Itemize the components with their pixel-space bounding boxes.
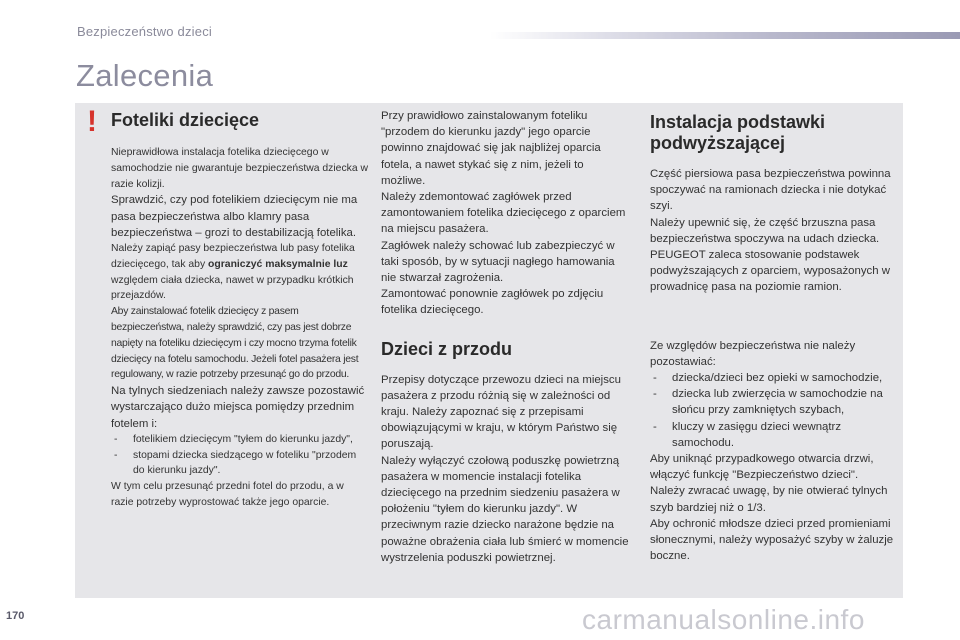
list-item: - fotelikiem dziecięcym "tyłem do kierunku jazdy", [111, 432, 369, 448]
dash-list [111, 432, 369, 479]
paragraph: Należy zwracać uwagę, by nie otwierać tylnych szyb bardziej niż o 1/3. [650, 485, 888, 514]
section-label: Bezpieczeństwo dzieci [77, 24, 212, 39]
paragraph: Należy zdemontować zagłówek przed zamontowaniem fotelika dziecięcego z oparciem na miejscu pasażera. [381, 191, 626, 236]
paragraph: Przy prawidłowo zainstalowanym foteliku "przodem do kierunku jazdy" jego oparcie powinno znajdować się jak najbliżej oparcia fotela, a nawet stykać się z nim, jeżeli to możliwe. [381, 110, 601, 187]
heading-booster-seat: Instalacja podstawki podwyższającej [650, 112, 826, 153]
text-span: Należy zapiąć pasy bezpieczeństwa lub pasy fotelika dziecięcego, tak aby [111, 243, 355, 270]
paragraph: W tym celu przesunąć przedni fotel do przodu, a w razie potrzeby wyprostować także jego oparcie. [111, 481, 344, 508]
spacer [650, 296, 902, 338]
text-span: względem ciała dziecka, nawet w przypadku krótkich przejazdów. [111, 274, 354, 302]
paragraph: Przepisy dotyczące przewozu dzieci na miejscu pasażera z przodu różnią się w zależności od kraju. Należy zapoznać się z przepisami obowiązującymi w kraju, w którym Państwo się poruszają. [381, 373, 621, 451]
paragraph: Nieprawidłowa instalacja fotelika dziecięcego w samochodzie nie gwarantuje bezpieczeństwa dziecka w razie kolizji. [111, 147, 369, 190]
paragraph: Aby zainstalować fotelik dziecięcy z pasem bezpieczeństwa, należy sprawdzić, czy pas jest dobrze napięty na foteliku dziecięcym i czy mocno trzyma fotelik dziecięcy na fotelu samochodu. Jeżeli fotel pasażera jest regulowany, w razie potrzeby przesunąć go do przodu. [111, 306, 359, 381]
heading-front-seat-children: Dzieci z przodu [381, 338, 513, 359]
column-seat-installation [381, 108, 629, 566]
paragraph: Ze względów bezpieczeństwa nie należy pozostawiać: [650, 339, 856, 368]
paragraph: Aby ochronić młodsze dzieci przed promieniami słonecznymi, należy wyposażyć szyby w żaluzje boczne. [650, 517, 894, 563]
watermark: carmanualsonline.info [582, 604, 865, 635]
list-item: - dziecka/dzieci bez opieki w samochodzie, [650, 370, 902, 386]
dash-list [650, 370, 902, 451]
list-item: - kluczy w zasięgu dzieci wewnątrz samochodu. [650, 419, 902, 451]
column-child-seats [111, 108, 369, 511]
paragraph: Należy upewnić się, że część brzuszna pasa bezpieczeństwa spoczywa na udach dziecka. [650, 216, 880, 245]
header-gradient-bar [490, 32, 960, 39]
list-item: - dziecka lub zwierzęcia w samochodzie na słońcu przy zamkniętych szybach, [650, 386, 902, 418]
page-number: 170 [6, 610, 25, 622]
column-booster-seat [650, 108, 902, 564]
page-title: Zalecenia [76, 58, 214, 93]
bold-text: ograniczyć maksymalnie luz [208, 258, 348, 270]
list-item: - stopami dziecka siedzącego w foteliku "przodem do kierunku jazdy". [111, 448, 369, 480]
heading-child-seats: Foteliki dziecięce [111, 110, 260, 130]
paragraph: Na tylnych siedzeniach należy zawsze pozostawić wystarczająco dużo miejsca pomiędzy przednim fotelem i: [111, 385, 365, 430]
exclamation-icon: ! [87, 105, 97, 138]
paragraph: Zamontować ponownie zagłówek po zdjęciu fotelika dziecięcego. [381, 288, 604, 317]
paragraph: Część piersiowa pasa bezpieczeństwa powinna spoczywać na ramionach dziecka i nie dotykać szyi. [650, 168, 891, 213]
paragraph: Zagłówek należy schować lub zabezpieczyć w taki sposób, by w sytuacji nagłego hamowania nie stwarzał zagrożenia. [381, 239, 615, 285]
paragraph-emphasis [111, 241, 369, 304]
paragraph: Sprawdzić, czy pod fotelikiem dziecięcym nie ma pasa bezpieczeństwa albo klamry pasa bezpieczeństwa – grozi to destabilizacją fotelika. [111, 194, 358, 239]
paragraph: Aby uniknąć przypadkowego otwarcia drzwi, włączyć funkcję "Bezpieczeństwo dzieci". [650, 453, 874, 482]
paragraph: PEUGEOT zaleca stosowanie podstawek podwyższających z oparciem, wyposażonych w prowadnicę pasa na poziomie ramion. [650, 249, 890, 294]
paragraph: Należy wyłączyć czołową poduszkę powietrzną pasażera w momencie instalacji fotelika dziecięcego na przednim siedzeniu pasażera w położeniu "tyłem do kierunku jazdy". W przeciwnym razie dziecko narażone będzie na poważne obrażenia ciała lub śmierć w momencie wystrzelenia poduszki powietrznej. [381, 454, 629, 564]
